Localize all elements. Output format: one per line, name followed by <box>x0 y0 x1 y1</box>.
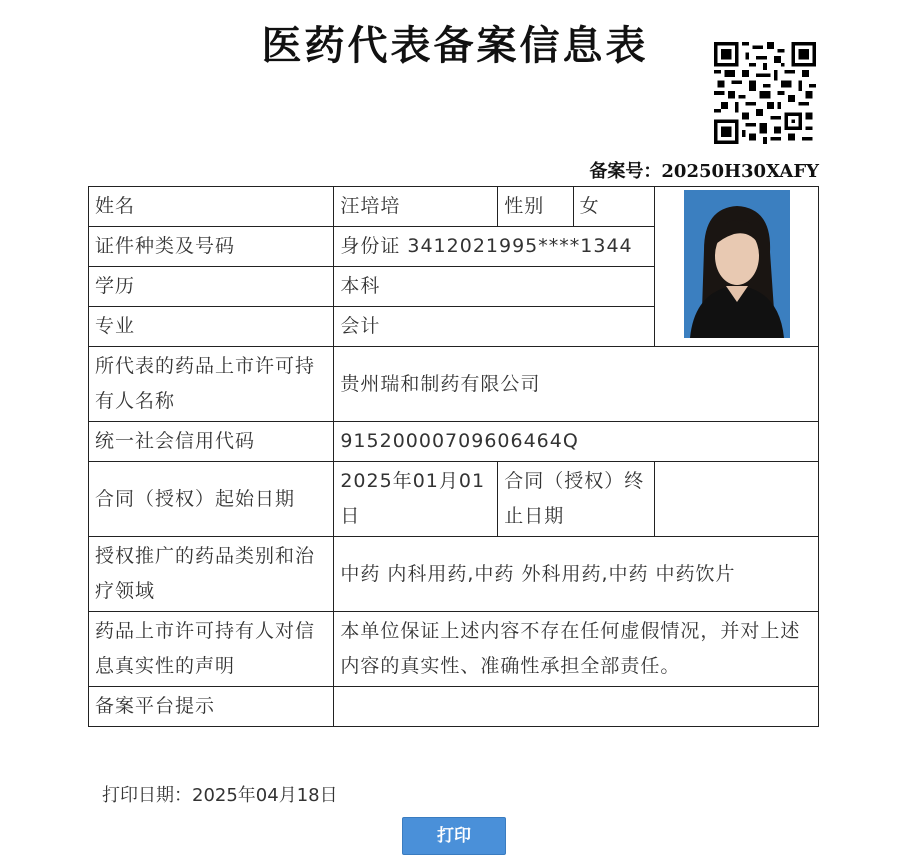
page-title: 医药代表备案信息表 <box>261 23 649 69</box>
table-row <box>89 462 819 537</box>
table-row <box>89 537 819 612</box>
major-label: 专业 <box>89 307 334 347</box>
print-button[interactable]: 打印 <box>402 817 506 855</box>
credit-label: 统一社会信用代码 <box>89 422 334 462</box>
table-row <box>89 187 819 227</box>
photo-cell <box>655 187 819 347</box>
scope-label: 授权推广的药品类别和治疗领域 <box>89 537 334 612</box>
table-row <box>89 687 819 727</box>
record-number-value: 20250H30XAFY <box>661 161 819 182</box>
end-date-label: 合同（授权）终止日期 <box>498 462 655 537</box>
qr-code-icon <box>714 42 816 144</box>
id-label: 证件种类及号码 <box>89 227 334 267</box>
holder-value: 贵州瑞和制药有限公司 <box>334 347 819 422</box>
record-number <box>589 157 819 183</box>
table-row <box>89 422 819 462</box>
record-number-label: 备案号： <box>589 161 662 182</box>
print-date: 打印日期：2025年04月18日 <box>102 785 338 806</box>
declaration-label: 药品上市许可持有人对信息真实性的声明 <box>89 612 334 687</box>
notice-label: 备案平台提示 <box>89 687 334 727</box>
id-value: 身份证 3412021995****1344 <box>334 227 655 267</box>
table-row <box>89 347 819 422</box>
credit-value: 91520000709606464Q <box>334 422 819 462</box>
end-date-value <box>655 462 819 537</box>
declaration-value: 本单位保证上述内容不存在任何虚假情况，并对上述内容的真实性、准确性承担全部责任。 <box>334 612 819 687</box>
holder-label: 所代表的药品上市许可持有人名称 <box>89 347 334 422</box>
education-value: 本科 <box>334 267 655 307</box>
start-date-label: 合同（授权）起始日期 <box>89 462 334 537</box>
education-label: 学历 <box>89 267 334 307</box>
gender-value: 女 <box>573 187 654 227</box>
info-table <box>88 186 819 727</box>
name-value: 汪培培 <box>334 187 498 227</box>
scope-value: 中药 内科用药,中药 外科用药,中药 中药饮片 <box>334 537 819 612</box>
notice-value <box>334 687 819 727</box>
name-label: 姓名 <box>89 187 334 227</box>
id-photo <box>684 190 790 338</box>
major-value: 会计 <box>334 307 655 347</box>
table-row <box>89 612 819 687</box>
gender-label: 性别 <box>498 187 573 227</box>
start-date-value: 2025年01月01日 <box>334 462 498 537</box>
